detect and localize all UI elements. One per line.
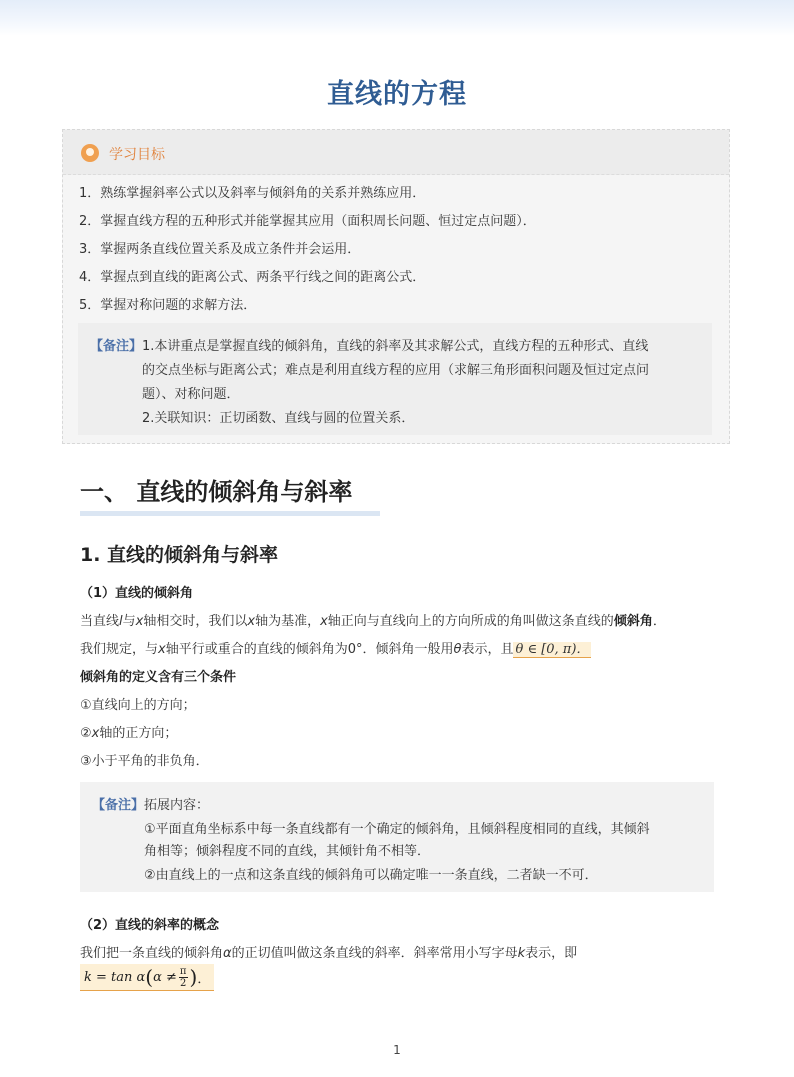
text: 轴平行或重合的直线的倾斜角为0°．倾斜角一般用 xyxy=(165,642,454,657)
goal-item: 3．掌握两条直线位置关系及成立条件并会运用． xyxy=(79,242,361,257)
math-var: x xyxy=(158,642,166,657)
condition-item: ③小于平角的非负角． xyxy=(80,754,209,769)
text: 轴相交时，我们以 xyxy=(143,614,248,629)
paragraph-inclination-definition xyxy=(80,610,666,629)
document-title: 直线的方程 xyxy=(327,79,467,110)
note-line: ①平面直角坐标系中每一条直线都有一个确定的倾斜角，且倾斜程度相同的直线，其倾斜 xyxy=(144,822,650,837)
text: 我们把一条直线的倾斜角 xyxy=(80,946,224,961)
bold-term: 倾斜角 xyxy=(613,614,653,629)
conditions-title: 倾斜角的定义含有三个条件 xyxy=(80,670,237,685)
goals-note-box xyxy=(78,323,712,435)
math-var: x xyxy=(91,726,100,741)
goal-item: 1．熟练掌握斜率公式以及斜率与倾斜角的关系并熟练应用． xyxy=(79,186,426,201)
text: 轴的正方向； xyxy=(99,726,178,741)
math-var: l xyxy=(119,614,123,629)
note-tag: 【备注】 xyxy=(92,798,145,813)
text: 表示，即 xyxy=(525,946,578,961)
text: 当直线 xyxy=(80,614,120,629)
formula-part: α ≠ xyxy=(153,969,177,985)
formula-part: k = tan α xyxy=(84,969,146,985)
part1-title: （1）直线的倾斜角 xyxy=(80,586,194,601)
highlighted-formula: θ ∈ [0, π)． xyxy=(515,642,590,657)
text: ． xyxy=(652,614,666,629)
math-var: x xyxy=(135,614,144,629)
fraction-numerator: π xyxy=(179,965,187,977)
condition-item xyxy=(80,722,177,741)
learning-goals-header xyxy=(63,130,729,175)
text: 轴为基准， xyxy=(255,614,321,629)
paren-open: ( xyxy=(145,965,154,989)
fraction-denominator: 2 xyxy=(180,977,187,989)
text: 我们规定，与 xyxy=(80,642,159,657)
note-line: 2.关联知识：正切函数、直线与圆的位置关系． xyxy=(142,411,415,426)
goal-item: 4．掌握点到直线的距离公式、两条平行线之间的距离公式． xyxy=(79,270,426,285)
paragraph-inclination-range xyxy=(80,638,591,657)
note-line: 的交点坐标与距离公式；难点是利用直线方程的应用（求解三角形面积问题及恒过定点问 xyxy=(142,363,650,378)
math-var: x xyxy=(320,614,328,629)
formula-part: ． xyxy=(197,971,211,987)
learning-goals-title: 学习目标 xyxy=(109,147,165,163)
subsection-heading: 1. 直线的倾斜角与斜率 xyxy=(80,544,279,566)
page-header-band xyxy=(0,0,794,36)
section-heading: 一、 直线的倾斜角与斜率 xyxy=(80,478,353,506)
note-tag: 【备注】 xyxy=(90,339,143,354)
part2-title: （2）直线的斜率的概念 xyxy=(80,918,220,933)
section-heading-underline xyxy=(80,511,380,516)
note-line: 拓展内容： xyxy=(144,798,210,813)
paren-close: ) xyxy=(189,965,198,989)
text: 的正切值叫做这条直线的斜率．斜率常用小写字母 xyxy=(231,946,518,961)
note-line: 题）、对称问题． xyxy=(142,387,240,402)
text: 表示，且 xyxy=(461,642,514,657)
page-number: 1 xyxy=(393,1043,401,1057)
paragraph-slope-definition xyxy=(80,942,577,961)
slope-formula xyxy=(80,964,214,991)
lightbulb-icon xyxy=(81,144,99,162)
math-var: x xyxy=(247,614,256,629)
text: 轴正向与直线向上的方向所成的角叫做这条直线的 xyxy=(327,614,614,629)
note-line: 1.本讲重点是掌握直线的倾斜角，直线的斜率及其求解公式，直线方程的五种形式、直线 xyxy=(142,339,649,354)
math-var: k xyxy=(517,946,526,961)
note-line: 角相等；倾斜程度不同的直线，其倾针角不相等． xyxy=(144,844,431,859)
math-var: α xyxy=(223,946,232,961)
condition-item: ①直线向上的方向； xyxy=(80,698,196,713)
extension-note-box xyxy=(80,782,714,892)
fraction xyxy=(179,966,188,989)
goal-item: 2．掌握直线方程的五种形式并能掌握其应用（面积周长问题、恒过定点问题）． xyxy=(79,214,536,229)
note-line: ②由直线上的一点和这条直线的倾斜角可以确定唯一一条直线，二者缺一不可． xyxy=(144,868,598,883)
goal-item: 5．掌握对称问题的求解方法． xyxy=(79,298,257,313)
math-var: θ xyxy=(453,642,462,657)
text: ② xyxy=(80,726,92,741)
text: 与 xyxy=(122,614,136,629)
